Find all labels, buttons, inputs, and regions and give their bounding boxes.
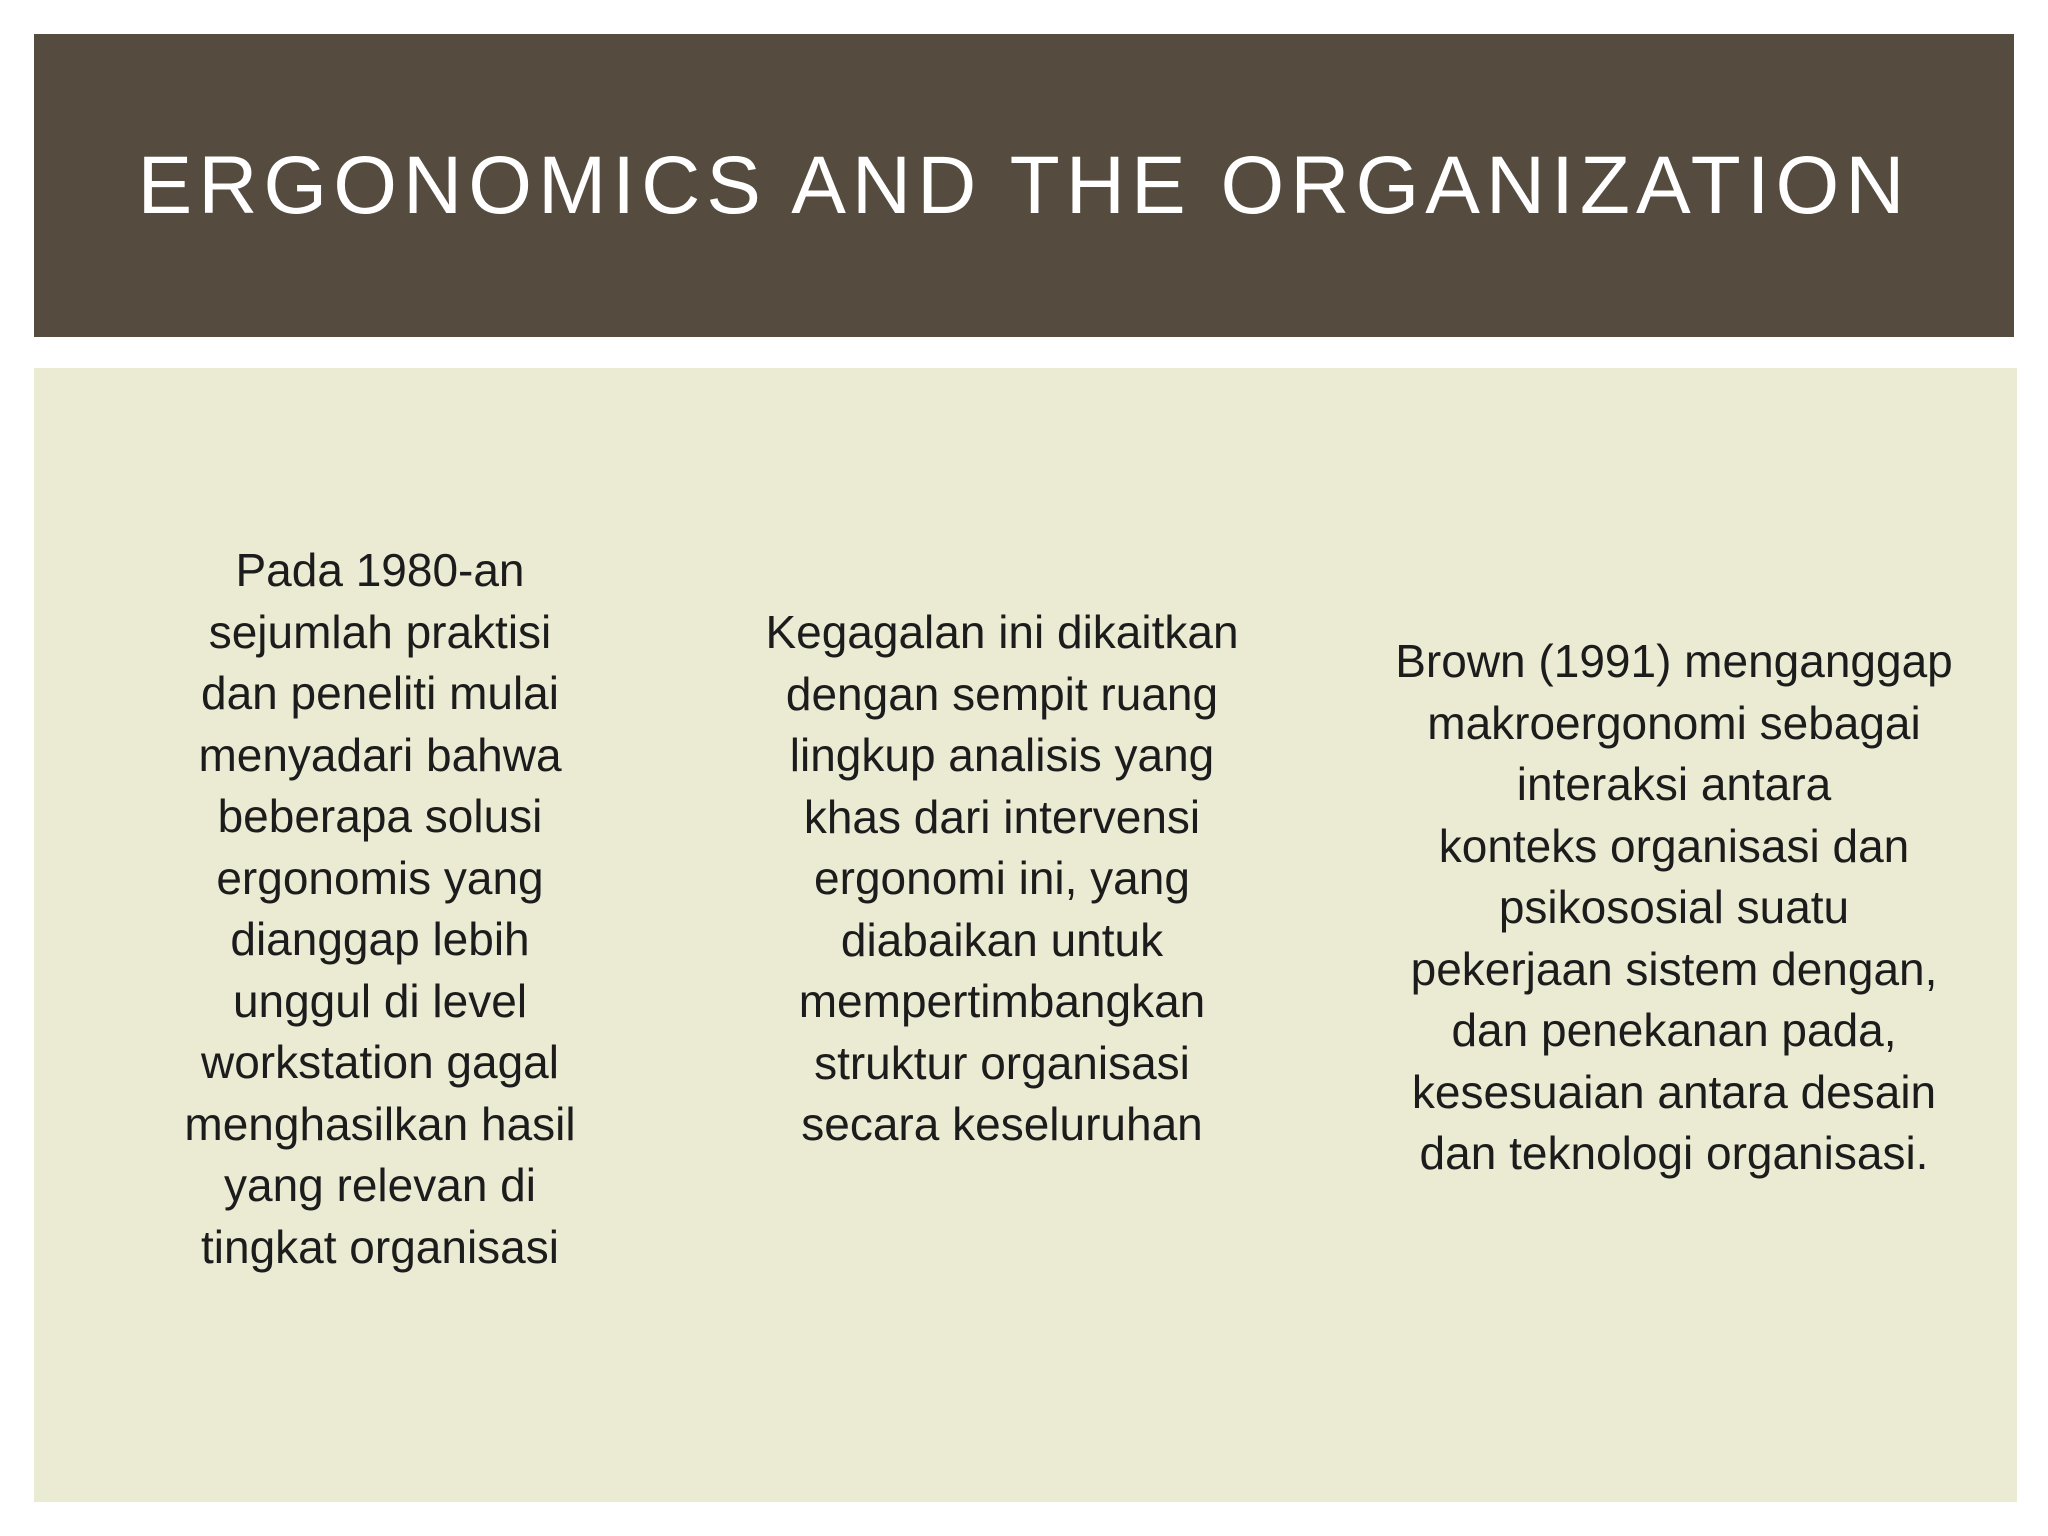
title-bar [34,34,2014,337]
text-column-2: Kegagalan ini dikaitkan dengan sempit ruang lingkup analisis yang khas dari intervensi ergonomi ini, yang diabaikan untuk mempertimbangkan struktur organisasi secara keseluruhan [765,606,1239,1150]
content-area [34,368,2017,1502]
slide-title: ERGONOMICS AND THE ORGANIZATION [137,139,1911,231]
text-column-1: Pada 1980-an sejumlah praktisi dan peneliti mulai menyadari bahwa beberapa solusi ergonomis yang dianggap lebih unggul di level workstation gagal menghasilkan hasil yang relevan di tingkat organisasi [184,544,576,1273]
text-column-3: Brown (1991) menganggap makroergonomi sebagai interaksi antara konteks organisasi dan psikososial suatu pekerjaan sistem dengan, dan penekanan pada, kesesuaian antara desain dan teknologi organisasi. [1395,635,1953,1179]
